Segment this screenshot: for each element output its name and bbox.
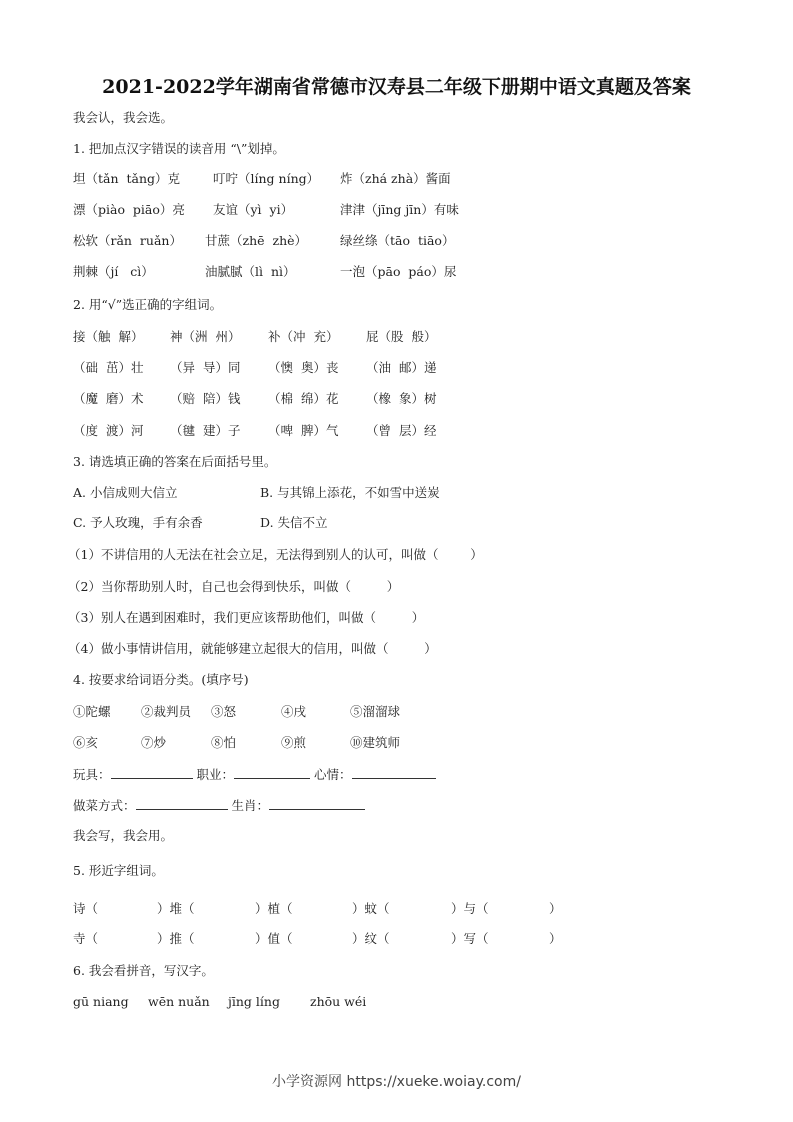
toy-blank[interactable] [111, 766, 193, 779]
q2-item: （异 导）同 [170, 360, 241, 375]
q5-cell: ）与（ [451, 901, 489, 916]
q5-cell: ）堆（ [157, 901, 195, 916]
q3-option: A. 小信成则大信立 [73, 485, 178, 500]
toy-label: 玩具： [73, 767, 111, 782]
q4-word: ①陀螺 [73, 704, 111, 719]
q3-item: （3）别人在遇到困难时，我们更应该帮助他们，叫做（ ） [68, 610, 425, 625]
q4-blanks-row [73, 766, 436, 783]
q4-word: ⑧怕 [211, 735, 237, 750]
pinyin-item: wēn nuǎn [148, 994, 210, 1009]
section-heading: 我会写，我会用。 [73, 828, 174, 843]
question-3-heading: 3. 请选填正确的答案在后面括号里。 [73, 454, 277, 469]
zodiac-label: 生肖： [231, 798, 270, 813]
q2-item: （度 渡）河 [73, 423, 144, 438]
question-6-heading: 6. 我会看拼音，写汉字。 [73, 963, 214, 978]
q2-item: 屁（股 般） [366, 329, 437, 344]
mood-blank[interactable] [352, 766, 436, 779]
q5-cell: ）植（ [255, 901, 293, 916]
q4-word: ③怒 [211, 704, 237, 719]
q2-item: （油 邮）递 [366, 360, 437, 375]
q1-item: 松软（rǎn ruǎn） [73, 233, 182, 248]
pinyin-item: zhōu wéi [310, 994, 367, 1009]
q2-item: 补（冲 充） [268, 329, 339, 344]
q3-option: B. 与其锦上添花，不如雪中送炭 [260, 485, 440, 500]
q5-cell: ）纹（ [352, 931, 390, 946]
q4-blanks-row [73, 797, 365, 814]
q1-item: 绿丝绦（tāo tiāo） [340, 233, 455, 248]
q2-item: （础 茁）壮 [73, 360, 144, 375]
q4-word: ⑩建筑师 [350, 735, 401, 750]
cooking-blank[interactable] [136, 797, 228, 810]
q5-cell: ）值（ [255, 931, 293, 946]
q3-item: （1）不讲信用的人无法在社会立足，无法得到别人的认可，叫做（ ） [68, 547, 483, 562]
q1-item: 一泡（pāo páo）尿 [340, 264, 457, 279]
cooking-label: 做菜方式： [73, 798, 136, 813]
q3-option: D. 失信不立 [260, 515, 328, 530]
q2-item: （懊 奥）丧 [268, 360, 339, 375]
q5-cell: ）写（ [451, 931, 489, 946]
job-blank[interactable] [234, 766, 310, 779]
q5-cell: ） [549, 931, 562, 946]
q4-word: ④戌 [281, 704, 307, 719]
q5-cell: ）推（ [157, 931, 195, 946]
q5-cell: 寺（ [73, 931, 99, 946]
q1-item: 友谊（yì yi） [213, 202, 294, 217]
q2-item: 接（触 解） [73, 329, 144, 344]
question-1-heading: 1. 把加点汉字错误的读音用 “\”划掉。 [73, 141, 285, 156]
q2-item: （赔 陪）钱 [170, 391, 241, 406]
q5-cell: ） [549, 901, 562, 916]
q2-item: （曾 层）经 [366, 423, 437, 438]
job-label: 职业： [196, 767, 235, 782]
q1-item: 炸（zhá zhà）酱面 [340, 171, 451, 186]
q4-word: ⑨煎 [281, 735, 307, 750]
q1-item: 坦（tǎn tǎng）克 [73, 171, 181, 186]
q4-word: ②裁判员 [141, 704, 192, 719]
q2-item: （橡 象）树 [366, 391, 437, 406]
q1-item: 津津（jīng jīn）有味 [340, 202, 459, 217]
q3-option: C. 予人玫瑰，手有余香 [73, 515, 203, 530]
question-5-heading: 5. 形近字组词。 [73, 863, 164, 878]
zodiac-blank[interactable] [269, 797, 365, 810]
q1-item: 油腻腻（lì nì） [205, 264, 296, 279]
q5-cell: 诗（ [73, 901, 99, 916]
q2-item: 神（洲 州） [170, 329, 241, 344]
q4-word: ⑦炒 [141, 735, 167, 750]
q1-item: 叮咛（líng níng） [213, 171, 320, 186]
page-title: 2021-2022学年湖南省常德市汉寿县二年级下册期中语文真题及答案 [102, 76, 691, 98]
question-4-heading: 4. 按要求给词语分类。(填序号) [73, 672, 249, 687]
section-heading: 我会认，我会选。 [73, 110, 174, 125]
q4-word: ⑤溜溜球 [350, 704, 401, 719]
q3-item: （4）做小事情讲信用，就能够建立起很大的信用，叫做（ ） [68, 641, 437, 656]
mood-label: 心情： [314, 767, 352, 782]
footer-watermark: 小学资源网 https://xueke.woiay.com/ [272, 1074, 521, 1090]
q1-item: 漂（piào piāo）亮 [73, 202, 185, 217]
q4-word: ⑥亥 [73, 735, 99, 750]
q1-item: 甘蔗（zhē zhè） [205, 233, 308, 248]
q2-item: （毽 建）子 [170, 423, 241, 438]
pinyin-item: jīng líng [228, 994, 280, 1009]
q2-item: （啤 脾）气 [268, 423, 339, 438]
q1-item: 荆棘（jí cì） [73, 264, 154, 279]
q5-cell: ）蚊（ [352, 901, 390, 916]
question-2-heading: 2. 用“√”选正确的字组词。 [73, 297, 223, 312]
q2-item: （魔 磨）术 [73, 391, 144, 406]
q3-item: （2）当你帮助别人时，自己也会得到快乐，叫做（ ） [68, 579, 400, 594]
q2-item: （棉 绵）花 [268, 391, 339, 406]
pinyin-item: gū niang [73, 994, 129, 1009]
